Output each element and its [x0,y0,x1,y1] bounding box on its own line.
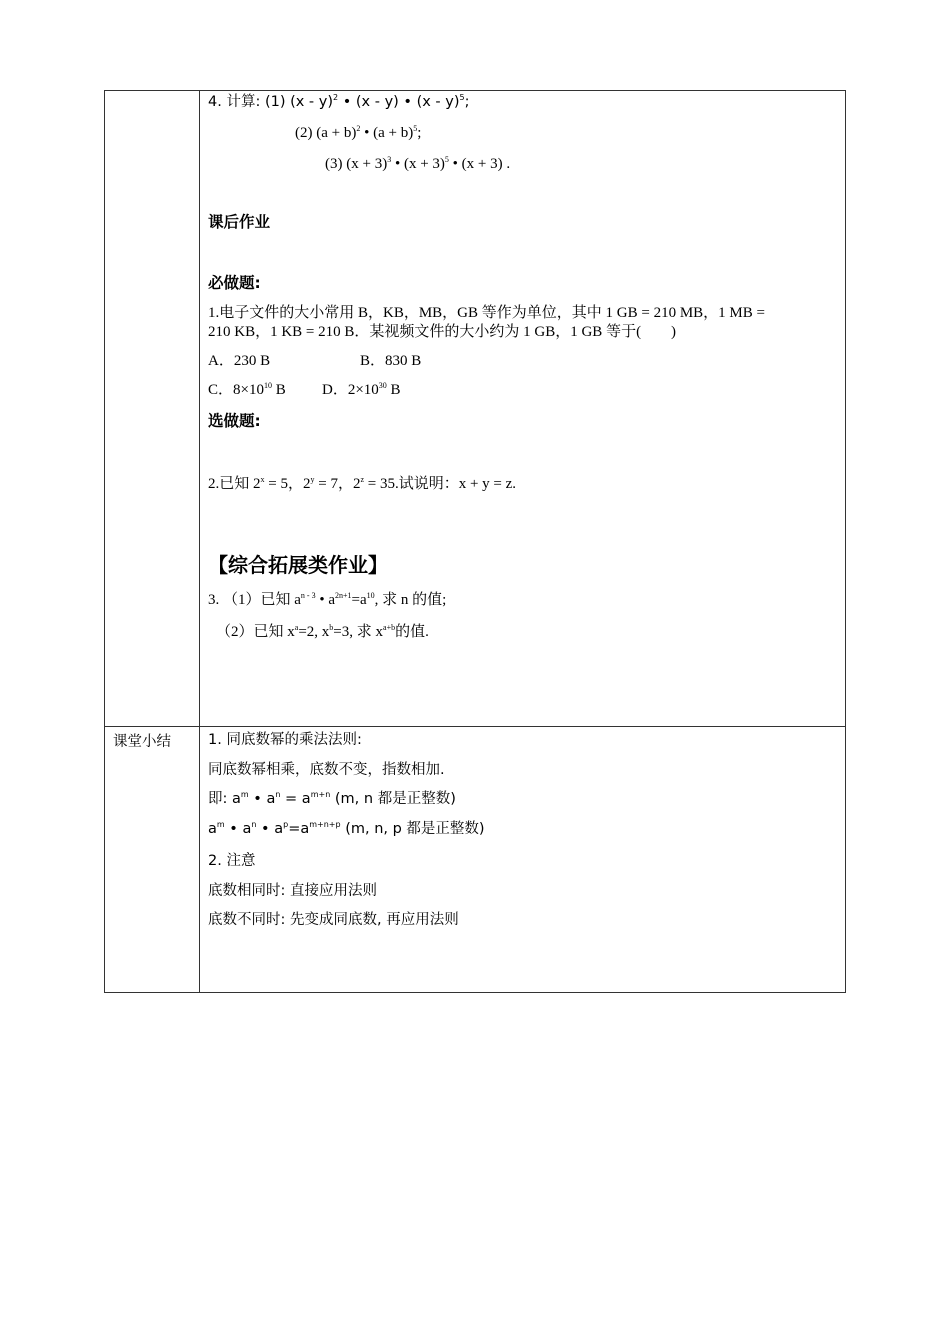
text-run: 必做题: [208,274,261,292]
text-run: 1. 同底数幂的乘法法则: [208,732,362,748]
text-line [208,213,270,231]
superscript: m [216,820,225,829]
superscript: 10 [263,381,272,390]
superscript: x [260,475,265,484]
text-run: • (a + b) [360,125,414,141]
superscript: 2n+1 [335,591,352,600]
text-run: 2.已知 2 [208,476,261,492]
text-line [208,274,261,292]
superscript: n [275,790,281,799]
text-line [208,381,286,399]
text-run: 3. （1）已知 a [208,592,301,608]
superscript: 30 [378,381,387,390]
text-line [360,352,421,370]
superscript: m+n+p [309,820,341,829]
text-line [322,381,401,399]
text-run: • (x + 3) . [448,156,511,172]
text-line [208,412,261,430]
text-run: =a [351,592,367,608]
text-line [208,352,270,370]
superscript: 5 [459,93,465,102]
text-line [208,731,362,749]
text-run: 2. 注意 [208,853,256,869]
superscript: b [329,623,334,632]
text-run: B [386,382,401,398]
superscript: n [251,820,257,829]
text-run: • a [248,791,276,807]
text-run: • a [256,821,284,837]
text-run: A．230 B [208,353,271,369]
text-run: C．8×10 [208,382,264,398]
text-run: 即: a [208,791,241,807]
text-line [208,93,470,111]
text-run: ; [417,125,422,141]
text-run: (m, n 都是正整数) [330,791,456,807]
text-line [208,591,446,609]
text-line [208,882,377,900]
text-line [208,304,765,322]
text-run: • a [224,821,252,837]
text-run: (2) (a + b) [295,125,357,141]
text-run: = 7，2 [314,476,361,492]
superscript: 3 [387,155,392,164]
text-run: =3, 求 x [333,624,384,640]
text-run: B [271,382,286,398]
text-run: 课后作业 [208,213,271,231]
text-run: ; [464,94,470,110]
superscript: n - 3 [300,591,316,600]
text-line [208,820,485,838]
text-line [208,553,388,577]
text-run: = 35.试说明：x + y = z. [364,476,517,492]
superscript: 2 [356,124,361,133]
superscript: 5 [413,124,418,133]
text-run: a [208,821,217,837]
text-run: 同底数幂相乘，底数不变，指数相加. [208,762,445,778]
text-run: = 5，2 [264,476,311,492]
text-line [208,790,456,808]
text-line [208,323,676,341]
superscript: z [360,475,365,484]
text-line [325,155,510,173]
text-run: B．830 B [360,353,422,369]
text-run: 选做题: [208,412,261,430]
text-run: 4. 计算: (1) (x - y) [208,94,334,110]
text-run: • (x - y) • (x - y) [338,94,460,110]
text-run: 的值. [395,624,429,640]
text-run: • (x + 3) [391,156,445,172]
row-label-summary: 课堂小结 [113,734,171,750]
text-run: (3) (x + 3) [325,156,388,172]
superscript: m [240,790,249,799]
column-divider [199,90,200,992]
superscript: 5 [444,155,449,164]
text-line [295,124,421,142]
text-run: 底数不同时: 先变成同底数, 再应用法则 [208,912,459,928]
superscript: a [294,623,299,632]
text-run: =a [288,821,310,837]
row-divider [104,726,845,727]
text-line [208,852,255,870]
text-line [216,623,429,641]
text-run: 210 KB，1 KB = 210 B．某视频文件的大小约为 1 GB，1 GB 等于( ) [208,324,677,340]
superscript: 2 [333,93,339,102]
text-run: D．2×10 [322,382,379,398]
superscript: 10 [366,591,375,600]
text-run: （2）已知 x [216,624,295,640]
text-run: , 求 n 的值; [374,592,447,608]
superscript: m+n [310,790,331,799]
text-run: =2, x [298,624,330,640]
text-run: (m, n, p 都是正整数) [340,821,485,837]
superscript: y [310,475,315,484]
text-line [208,911,459,929]
text-run: = a [280,791,311,807]
superscript: a+b [383,623,396,632]
superscript: p [283,820,289,829]
text-run: 【综合拓展类作业】 [208,553,388,577]
text-run: • a [315,592,336,608]
text-run: 1.电子文件的大小常用 B，KB，MB，GB 等作为单位，其中 1 GB = 210 MB，1 MB = [208,305,765,321]
text-line [208,475,516,493]
text-run: 底数相同时: 直接应用法则 [208,883,377,899]
text-line [208,761,445,779]
